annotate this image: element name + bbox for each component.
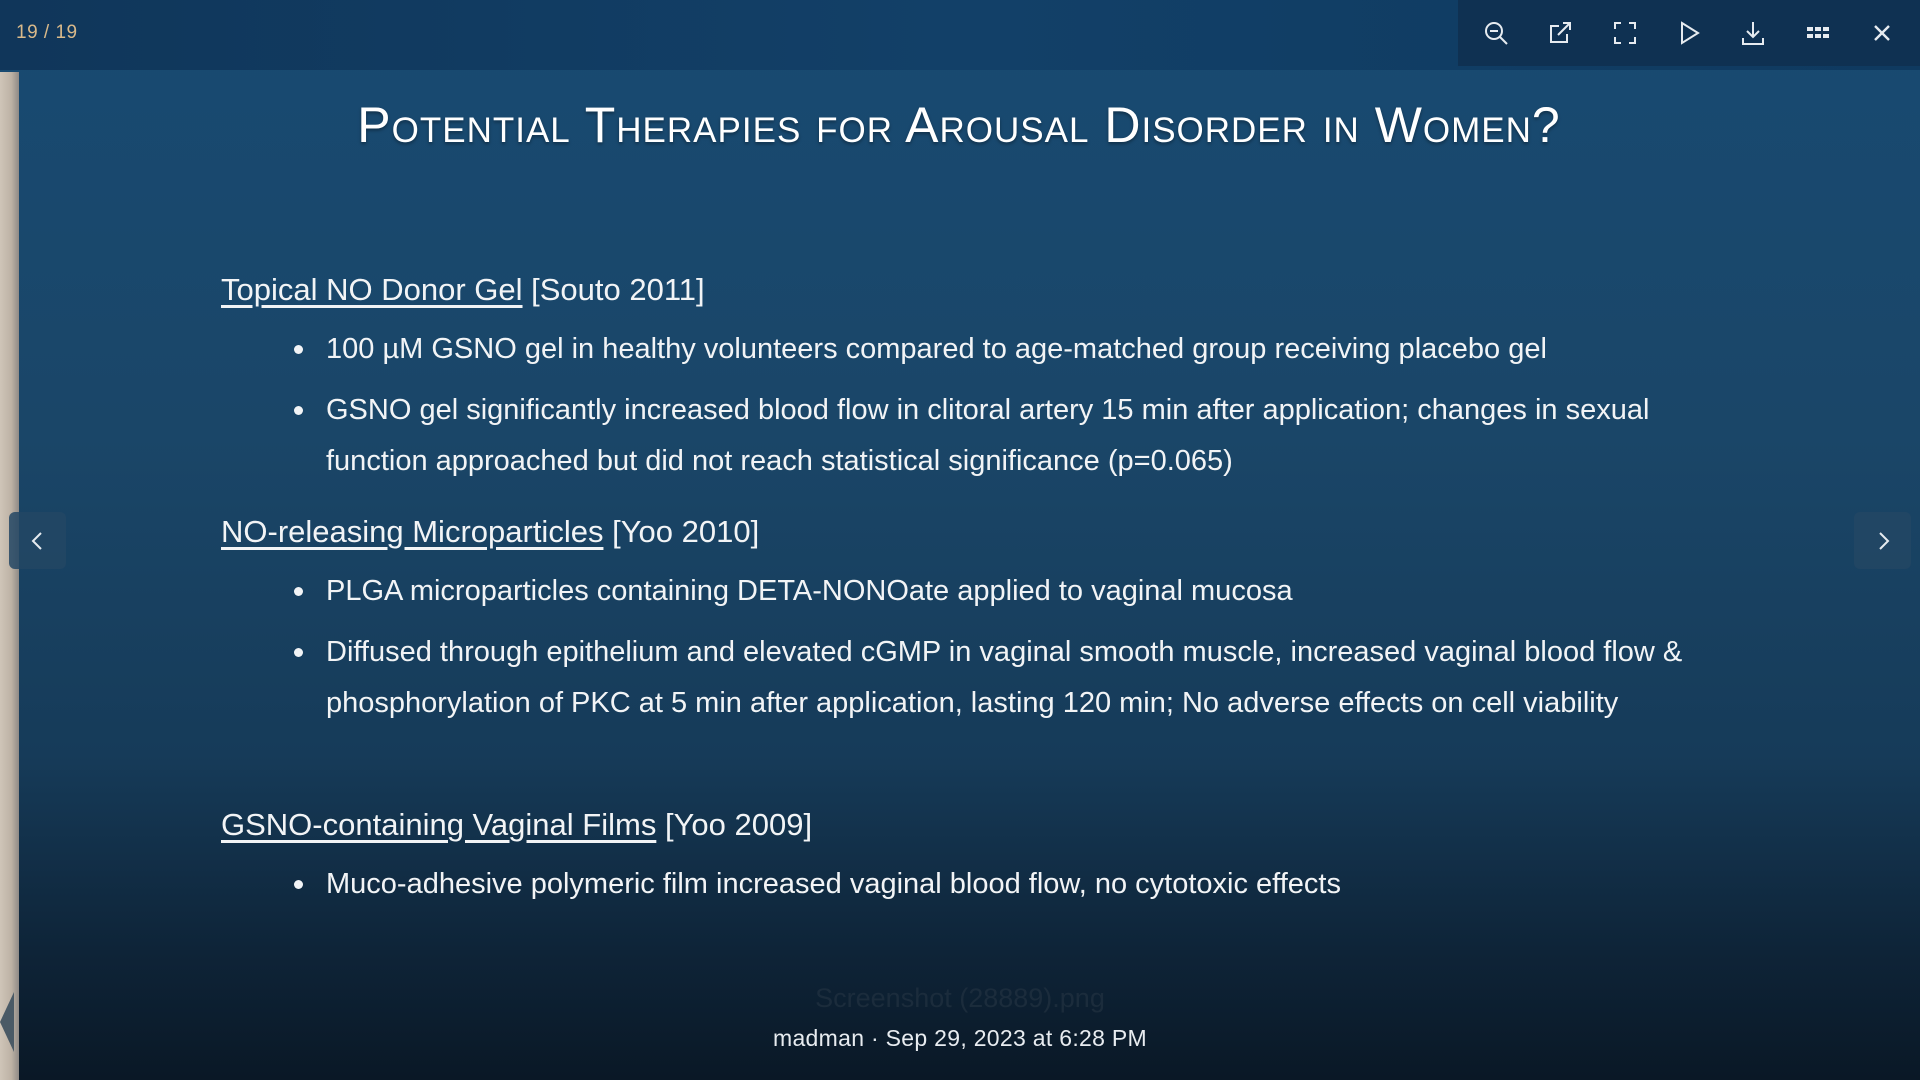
section-citation: [Yoo 2010] (612, 514, 760, 549)
download-button[interactable] (1729, 9, 1777, 57)
bullet-text: PLGA microparticles containing DETA-NONOate applied to vaginal mucosa (326, 575, 1293, 607)
bullet-item (326, 566, 1726, 617)
close-button[interactable] (1858, 9, 1906, 57)
previous-image-button[interactable] (9, 512, 66, 569)
grid-view-button[interactable] (1794, 9, 1842, 57)
fullscreen-icon (1611, 19, 1639, 47)
section-citation: [Souto 2011] (531, 272, 705, 307)
viewer-toolbar (1458, 0, 1920, 66)
bullet-text: Muco-adhesive polymeric film increased vaginal blood flow, no cytotoxic effects (326, 868, 1341, 900)
section-heading (221, 272, 705, 308)
bullet-item (326, 324, 1726, 375)
section-heading (221, 514, 759, 550)
bullet-text: 100 µM GSNO gel in healthy volunteers compared to age-matched group receiving placebo gel (326, 333, 1547, 365)
download-icon (1739, 19, 1767, 47)
play-icon (1675, 19, 1703, 47)
slide-title: Potential Therapies for Arousal Disorder in Women? (357, 97, 1561, 153)
bullet-item (326, 627, 1726, 729)
section-heading-title: Topical NO Donor Gel (221, 272, 523, 307)
close-icon (1868, 19, 1896, 47)
section-citation: [Yoo 2009] (664, 807, 813, 842)
chevron-right-icon (1870, 528, 1896, 554)
grid-icon (1804, 19, 1832, 47)
image-caption: madman · Sep 29, 2023 at 6:28 PM (773, 1025, 1147, 1051)
section-heading-title: NO-releasing Microparticles (221, 514, 604, 549)
section-heading (221, 807, 812, 843)
adjacent-window-edge (0, 72, 19, 1080)
open-external-button[interactable] (1536, 9, 1584, 57)
bullet-text: Diffused through epithelium and elevated cGMP in vaginal smooth muscle, increased vaginal blood flow & phosphorylation of PKC at 5 min after application, lasting 120 min; No adverse effects on cell viability (326, 636, 1683, 719)
fullscreen-button[interactable] (1601, 9, 1649, 57)
zoom-out-icon (1482, 19, 1510, 47)
page-counter: 19 / 19 (16, 22, 78, 43)
slide-image (19, 72, 1899, 1080)
bullet-item (326, 385, 1726, 487)
file-name: Screenshot (28889).png (815, 983, 1105, 1013)
slideshow-button[interactable] (1665, 9, 1713, 57)
zoom-out-button[interactable] (1472, 9, 1520, 57)
open-external-icon (1546, 19, 1574, 47)
bullet-text: GSNO gel significantly increased blood flow in clitoral artery 15 min after application; changes in sexual function approached but did not reach statistical significance (p=0.065) (326, 394, 1650, 477)
section-heading-title: GSNO-containing Vaginal Films (221, 807, 657, 842)
chevron-left-icon (25, 528, 51, 554)
bullet-item (326, 859, 1726, 910)
next-image-button[interactable] (1854, 512, 1911, 569)
